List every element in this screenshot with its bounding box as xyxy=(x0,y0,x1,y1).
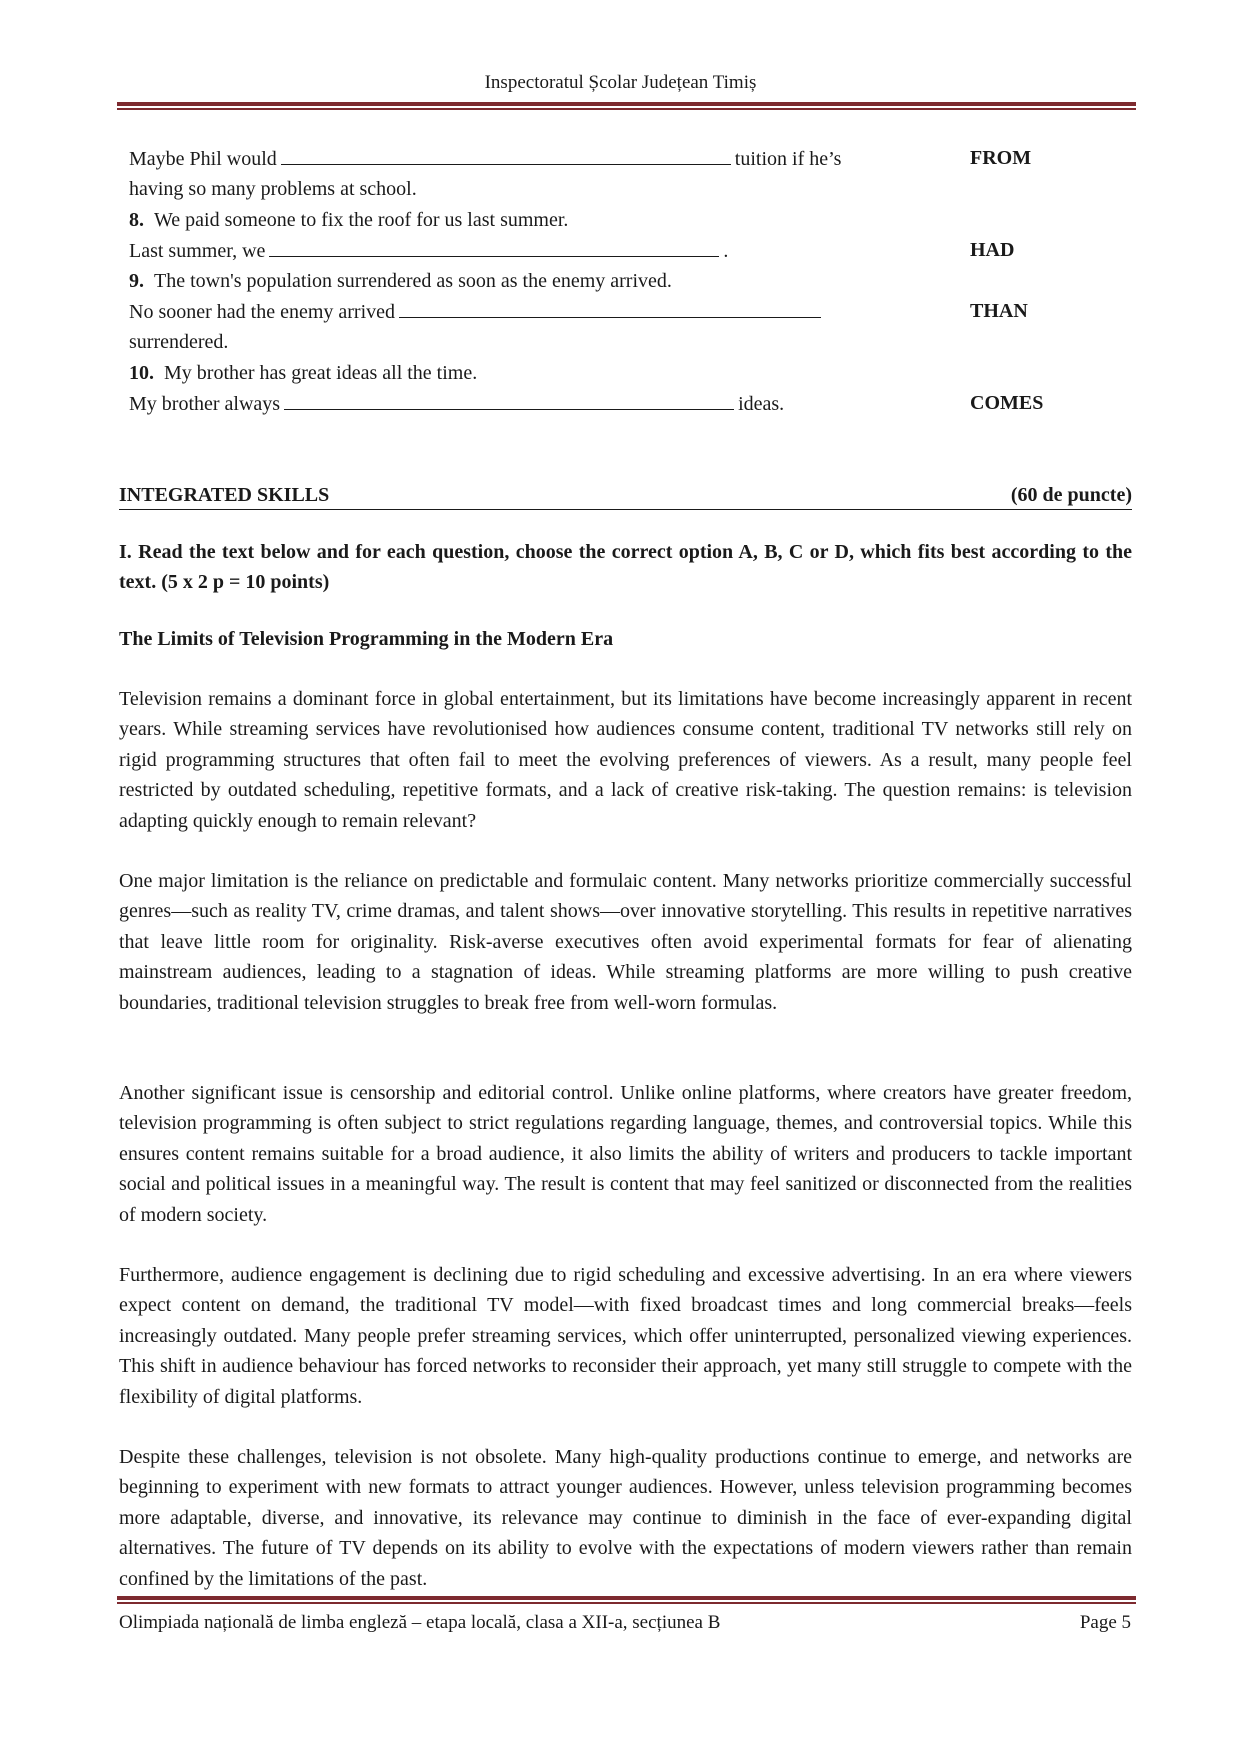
item8-answer-blank xyxy=(269,238,719,257)
item9-keyword: THAN xyxy=(970,300,1028,322)
item8-end-text: . xyxy=(723,240,729,262)
item10-sentence-line xyxy=(129,361,477,385)
item10-answer-line xyxy=(129,391,784,416)
item10-sentence: My brother has great ideas all the time. xyxy=(164,362,478,384)
item9-start-text: No sooner had the enemy arrived xyxy=(129,301,396,323)
item9-number: 9. xyxy=(129,270,144,292)
item10-end-text: ideas. xyxy=(738,393,785,415)
article-title: The Limits of Television Programming in the Modern Era xyxy=(119,628,614,650)
page-number: Page 5 xyxy=(1079,1612,1131,1633)
item9-sentence-line xyxy=(129,269,672,293)
item10-answer-blank xyxy=(284,391,734,410)
item10-keyword: COMES xyxy=(970,392,1044,414)
item8-sentence-line xyxy=(129,208,568,232)
article-paragraph-1: Television remains a dominant force in global entertainment, but its limitations have become increasingly apparent in recent years. While streaming services have revolutionised how audiences consume content, traditional TV networks still rely on rigid programming structures that often fail to meet the evolving preferences of viewers. As a result, many people feel restricted by outdated scheduling, repetitive formats, and a lack of creative risk-taking. The question remains: is television adapting quickly enough to remain relevant? xyxy=(119,688,1132,832)
item9-answer-blank xyxy=(399,299,821,318)
item7-end-text: tuition if he’s xyxy=(734,148,842,170)
page-header-title: Inspectoratul Școlar Județean Timiș xyxy=(484,72,757,93)
footer-left-text: Olimpiada națională de limba engleză – etapa locală, clasa a XII-a, secțiunea B xyxy=(119,1612,721,1633)
item7-keyword: FROM xyxy=(970,147,1032,169)
footer-rule-thick xyxy=(117,1596,1136,1600)
item7-line1 xyxy=(129,146,841,171)
item10-number: 10. xyxy=(129,362,154,384)
article-paragraph-3: Another significant issue is censorship and editorial control. Unlike online platforms, where creators have greater freedom, television programming is often subject to strict regulations regarding language, themes, and controversial topics. While this ensures content remains suitable for a broad audience, it also limits the ability of writers and producers to tackle important social and political issues in a meaningful way. The result is content that may feel sanitized or disconnected from the realities of modern society. xyxy=(119,1082,1132,1226)
item7-line2: having so many problems at school. xyxy=(129,178,417,200)
header-rule-thick xyxy=(117,102,1136,106)
footer-rule-thin xyxy=(117,1602,1136,1604)
item8-keyword: HAD xyxy=(970,239,1015,261)
section-points: (60 de puncte) xyxy=(1010,484,1132,506)
item9-answer-line xyxy=(129,299,825,324)
section-heading xyxy=(119,483,1132,510)
item9-line2: surrendered. xyxy=(129,331,229,353)
article-paragraph-5: Despite these challenges, television is not obsolete. Many high-quality productions continue to emerge, and networks are beginning to experiment with new formats to attract younger audiences. However, unless television programming becomes more adaptable, diverse, and innovative, its relevance may continue to diminish in the face of ever-expanding digital alternatives. The future of TV depends on its ability to evolve with the expectations of modern viewers rather than remain confined by the limitations of the past. xyxy=(119,1446,1132,1590)
item7-answer-blank xyxy=(281,146,731,165)
item8-answer-line xyxy=(129,238,728,263)
item8-start-text: Last summer, we xyxy=(129,240,266,262)
reading-instruction: I. Read the text below and for each question, choose the correct option A, B, C or D, which fits best according to the text. (5 x 2 p = 10 points) xyxy=(119,541,1132,593)
section-title: INTEGRATED SKILLS xyxy=(119,484,330,506)
item7-start-text: Maybe Phil would xyxy=(129,148,277,170)
item8-sentence: We paid someone to fix the roof for us last summer. xyxy=(154,209,569,231)
item9-sentence: The town's population surrendered as soon as the enemy arrived. xyxy=(154,270,672,292)
article-paragraph-4: Furthermore, audience engagement is declining due to rigid scheduling and excessive advertising. In an era where viewers expect content on demand, the traditional TV model—with fixed broadcast times and long commercial breaks—feels increasingly outdated. Many people prefer streaming services, which offer uninterrupted, personalized viewing experiences. This shift in audience behaviour has forced networks to reconsider their approach, yet many still struggle to compete with the flexibility of digital platforms. xyxy=(119,1264,1132,1408)
item8-number: 8. xyxy=(129,209,144,231)
header-rule-thin xyxy=(117,108,1136,110)
article-paragraph-2: One major limitation is the reliance on predictable and formulaic content. Many networks prioritize commercially successful genres—such as reality TV, crime dramas, and talent shows—over innovative storytelling. This results in repetitive narratives that leave little room for originality. Risk-averse executives often avoid experimental formats for fear of alienating mainstream audiences, leading to a stagnation of ideas. While streaming platforms are more willing to push creative boundaries, traditional television struggles to break free from well-worn formulas. xyxy=(119,870,1132,1014)
item10-start-text: My brother always xyxy=(129,393,281,415)
